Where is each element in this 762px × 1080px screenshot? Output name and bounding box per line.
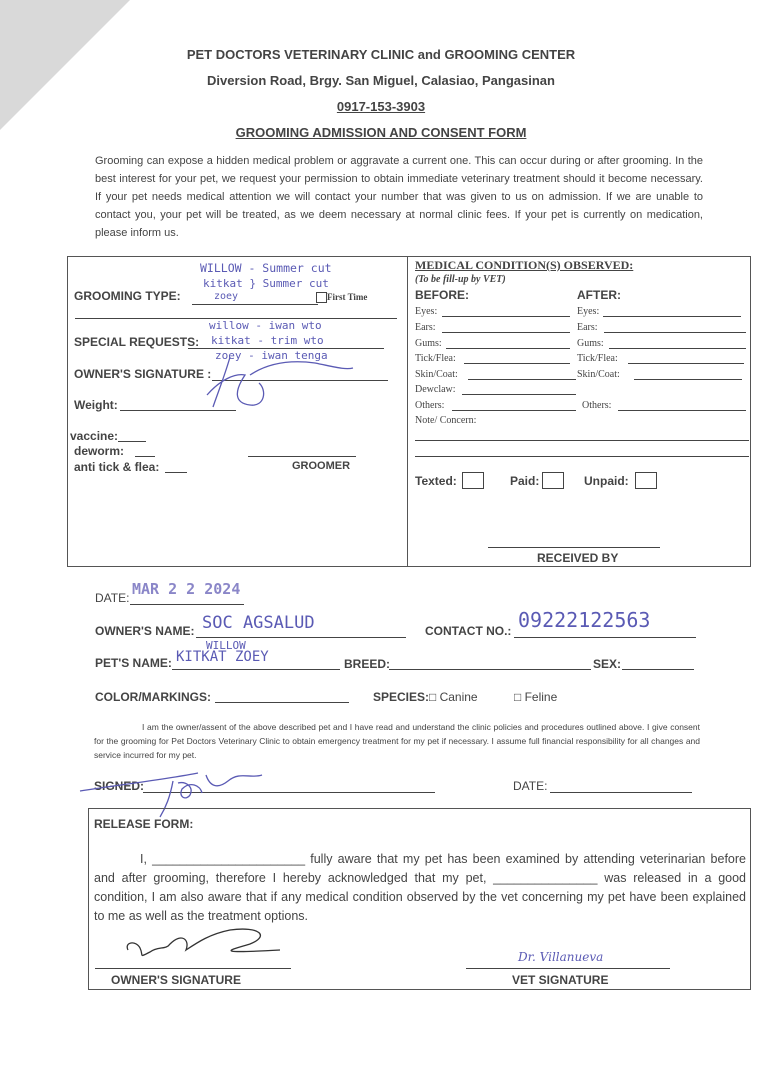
deworm-line <box>135 456 155 457</box>
clinic-phone: 0917-153-3903 <box>336 99 426 114</box>
date-stamp: MAR 2 2 2024 <box>132 580 241 598</box>
color-label: COLOR/MARKINGS: <box>95 690 211 704</box>
after-others: Others: <box>582 400 612 411</box>
first-time-checkbox[interactable] <box>316 292 327 303</box>
before-dewclaw-line <box>462 394 576 395</box>
before-ears-line <box>442 332 570 333</box>
sex-line <box>622 669 694 670</box>
pet-name-label: PET'S NAME: <box>95 656 172 670</box>
owner-name-label: OWNER'S NAME: <box>95 624 195 638</box>
form-title: GROOMING ADMISSION AND CONSENT FORM <box>235 125 527 140</box>
medical-title: MEDICAL CONDITION(S) OBSERVED: <box>415 258 634 272</box>
anti-tick-label: anti tick & flea: <box>74 460 160 474</box>
grooming-type-line <box>192 304 318 305</box>
paid-checkbox[interactable] <box>542 472 564 489</box>
vaccine-line <box>118 441 146 442</box>
after-ears-line <box>604 332 746 333</box>
after-gums: Gums: <box>577 338 604 349</box>
after-skin: Skin/Coat: <box>577 369 620 380</box>
signed-date-line <box>550 792 692 793</box>
texted-label: Texted: <box>415 474 457 488</box>
grooming-type-line-3: zoey <box>214 291 239 302</box>
before-eyes: Eyes: <box>415 306 438 317</box>
weight-label: Weight: <box>74 398 118 412</box>
before-eyes-line <box>442 316 570 317</box>
note-line-1 <box>415 440 749 441</box>
after-others-line <box>618 410 746 411</box>
grooming-type-label: GROOMING TYPE: <box>74 289 181 303</box>
owner-signature-scribble <box>195 345 355 415</box>
groomer-label: GROOMER <box>292 460 351 472</box>
after-gums-line <box>609 348 746 349</box>
deworm-label: deworm: <box>74 444 125 458</box>
owner-name-value: SOC AGSALUD <box>202 613 315 633</box>
paid-label: Paid: <box>510 474 540 488</box>
special-request-line-3: zoey - iwan tenga <box>215 349 328 362</box>
panel-divider <box>407 256 408 567</box>
texted-checkbox[interactable] <box>462 472 484 489</box>
species-label: SPECIES: <box>373 690 430 704</box>
unpaid-checkbox[interactable] <box>635 472 657 489</box>
feline-option[interactable]: □ Feline <box>514 690 558 704</box>
before-tick-line <box>464 363 570 364</box>
special-request-line-1: willow - iwan wto <box>209 319 322 332</box>
after-eyes: Eyes: <box>577 306 600 317</box>
after-tick-line <box>628 363 744 364</box>
owner-name-line <box>196 637 406 638</box>
after-eyes-line <box>603 316 741 317</box>
before-gums-line <box>446 348 570 349</box>
before-skin: Skin/Coat: <box>415 369 458 380</box>
special-request-line-2: kitkat - trim wto <box>211 334 324 347</box>
before-dewclaw: Dewclaw: <box>415 384 456 395</box>
pet-name-extra: WILLOW <box>206 639 246 652</box>
before-tick: Tick/Flea: <box>415 353 456 364</box>
contact-label: CONTACT NO.: <box>425 624 512 638</box>
canine-option[interactable]: □ Canine <box>429 690 478 704</box>
after-label: AFTER: <box>577 288 621 302</box>
vet-signature-line <box>466 968 670 969</box>
owner-signature-label: OWNER'S SIGNATURE : <box>74 367 212 381</box>
first-time-label: First Time <box>327 292 368 302</box>
signed-label: SIGNED: <box>94 779 145 793</box>
consent-text: I am the owner/assent of the above described pet and I have read and understand the clinic policies and procedures outlined above. I give consent for the grooming for Pet Doctors Veterinary Clinic to obtain emergency treatment for my pet if necessary. I assume full financial responsibility for all changes and service incurred for my pet. <box>94 722 700 760</box>
before-gums: Gums: <box>415 338 442 349</box>
before-others-line <box>452 410 576 411</box>
received-by-label: RECEIVED BY <box>537 551 619 565</box>
clinic-address: Diversion Road, Brgy. San Miguel, Calasiao, Pangasinan <box>207 73 555 88</box>
unpaid-label: Unpaid: <box>584 474 629 488</box>
after-ears: Ears: <box>577 322 598 333</box>
release-owner-signature-scribble <box>110 920 290 970</box>
color-line <box>215 702 349 703</box>
contact-line <box>514 637 696 638</box>
intro-paragraph: Grooming can expose a hidden medical problem or aggravate a current one. This can occur during or after grooming. In the best interest for your pet, we request your permission to obtain immediate veterinary treatment should it become necessary. If your pet needs medical attention we will contact your number that was given to us on admission. If we are unable to contact you, your pet will be treated, as we deem necessary at normal clinic fees. If your pet is currently on medication, please inform us. <box>95 155 703 239</box>
before-others: Others: <box>415 400 445 411</box>
breed-line <box>389 669 591 670</box>
note-label: Note/ Concern: <box>415 415 477 426</box>
groomer-signature-line <box>248 456 356 457</box>
vet-signature-label: VET SIGNATURE <box>512 973 609 987</box>
release-text: I, ______________________ fully aware that my pet has been examined by attending veterinarian before and after grooming, therefore I hereby acknowledged that my pet, _______________ was released in a good condition, I am also aware that if any medical condition observed by the vet concerning my pet have been explained to me as well as the treatment options. <box>94 852 746 923</box>
after-skin-line <box>634 379 742 380</box>
grooming-type-line-1: WILLOW - Summer cut <box>200 261 332 275</box>
signed-date-label: DATE: <box>513 779 548 793</box>
vet-signature-value: Dr. Villanueva <box>518 950 604 964</box>
release-title: RELEASE FORM: <box>94 817 194 831</box>
breed-label: BREED: <box>344 657 391 671</box>
note-line-2 <box>415 456 749 457</box>
pet-name-value: KITKAT ZOEY <box>176 649 269 665</box>
vaccine-label: vaccine: <box>70 429 119 443</box>
contact-value: 09222122563 <box>518 608 651 632</box>
date-label: DATE: <box>95 591 130 605</box>
pet-name-line <box>172 669 340 670</box>
anti-tick-line <box>165 472 187 473</box>
before-skin-line <box>468 379 576 380</box>
clinic-name: PET DOCTORS VETERINARY CLINIC and GROOMING CENTER <box>186 47 576 62</box>
special-requests-label: SPECIAL REQUESTS: <box>74 335 200 349</box>
after-tick: Tick/Flea: <box>577 353 618 364</box>
medical-subtitle: (To be fill-up by VET) <box>415 274 506 285</box>
before-label: BEFORE: <box>415 288 469 302</box>
release-owner-signature-label: OWNER'S SIGNATURE <box>111 973 241 987</box>
sex-label: SEX: <box>593 657 622 671</box>
grooming-type-line-2: kitkat } Summer cut <box>203 277 329 290</box>
release-owner-signature-line <box>95 968 291 969</box>
received-by-line <box>488 547 660 548</box>
date-line <box>130 604 244 605</box>
weight-line <box>120 410 236 411</box>
before-ears: Ears: <box>415 322 436 333</box>
